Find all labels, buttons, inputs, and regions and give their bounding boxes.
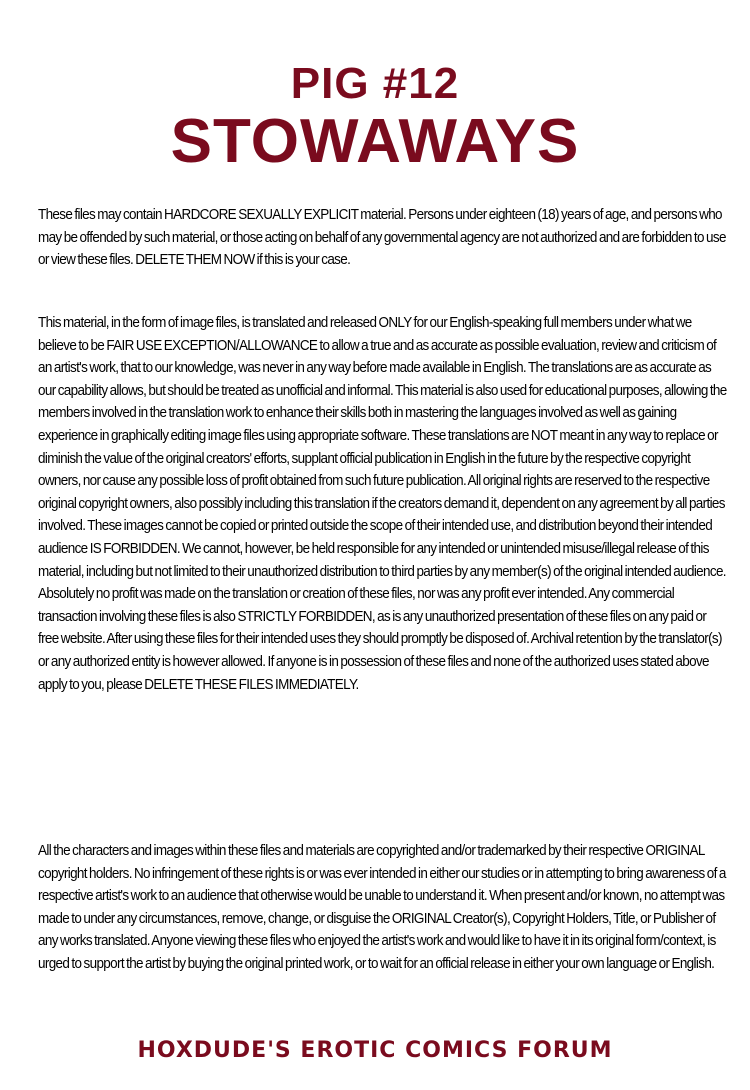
age-warning-paragraph: These files may contain HARDCORE SEXUALLY EXPLICIT material. Persons under eighteen (18) years of age, and persons who may be offended by such material, or those acting on behalf of any governmental agency are not authorized and are forbidden to use or view these files. DELETE THEM NOW if this is your case. [38,207,726,269]
copyright-paragraph: All the characters and images within these files and materials are copyrighted and/or trademarked by their respective ORIGINAL copyright holders. No infringement of these rights is or was ever intended in either our studies or in attempting to bring awareness of a respective artist's work to an audience that otherwise would be unable to understand it. When present and/or known, no attempt was made to under any circumstances, remove, change, or disguise the ORIGINAL Creator(s), Copyright Holders, Title, or Publisher of any works translated. Anyone viewing these files who enjoyed the artist's work and would like to have it in its original form/context, is urged to support the artist by buying the original printed work, or to wait for an official release in either your own language or English. [38,843,726,972]
fair-use-paragraph: This material, in the form of image files, is translated and released ONLY for our English-speaking full members under what we believe to be FAIR USE EXCEPTION/ALLOWANCE to allow a true and as accurate as possible evaluation, review and criticism of an artist's work, that to our knowledge, was never in any way before made available in English. The translations are as accurate as our capability allows, but should be treated as unofficial and informal. This material is also used for educational purposes, allowing the members involved in the translation work to enhance their skills both in mastering the languages involved as well as gaining experience in graphically editing image files using appropriate software. These translations are NOT meant in any way to replace or diminish the value of the original creators' efforts, supplant official publication in English in the future by the respective copyright owners, nor cause any possible loss of profit obtained from such future publication. All original rights are reserved to the respective original copyright owners, also possibly including this translation if the creators demand it, dependent on any agreement by all parties involved. These images cannot be copied or printed outside the scope of their intended use, and distribution beyond their intended audience IS FORBIDDEN. We cannot, however, be held responsible for any intended or unintended misuse/illegal release of this material, including but not limited to their unauthorized distribution to third parties by any member(s) of the original intended audience. Absolutely no profit was made on the translation or creation of these files, nor was any profit ever intended. Any commercial transaction involving these files is also STRICTLY FORBIDDEN, as is any unauthorized presentation of these files on any paid or free website. After using these files for their intended uses they should promptly be disposed of. Archival retention by the translator(s) or any authorized entity is however allowed. If anyone is in possession of these files and none of the authorized uses stated above apply to you, please DELETE THESE FILES IMMEDIATELY. [38,315,727,693]
issue-title: PIG #12 [290,59,460,108]
forum-credit: HOXDUDE'S EROTIC COMICS FORUM [137,1038,613,1063]
page-title: STOWAWAYS [170,107,580,176]
